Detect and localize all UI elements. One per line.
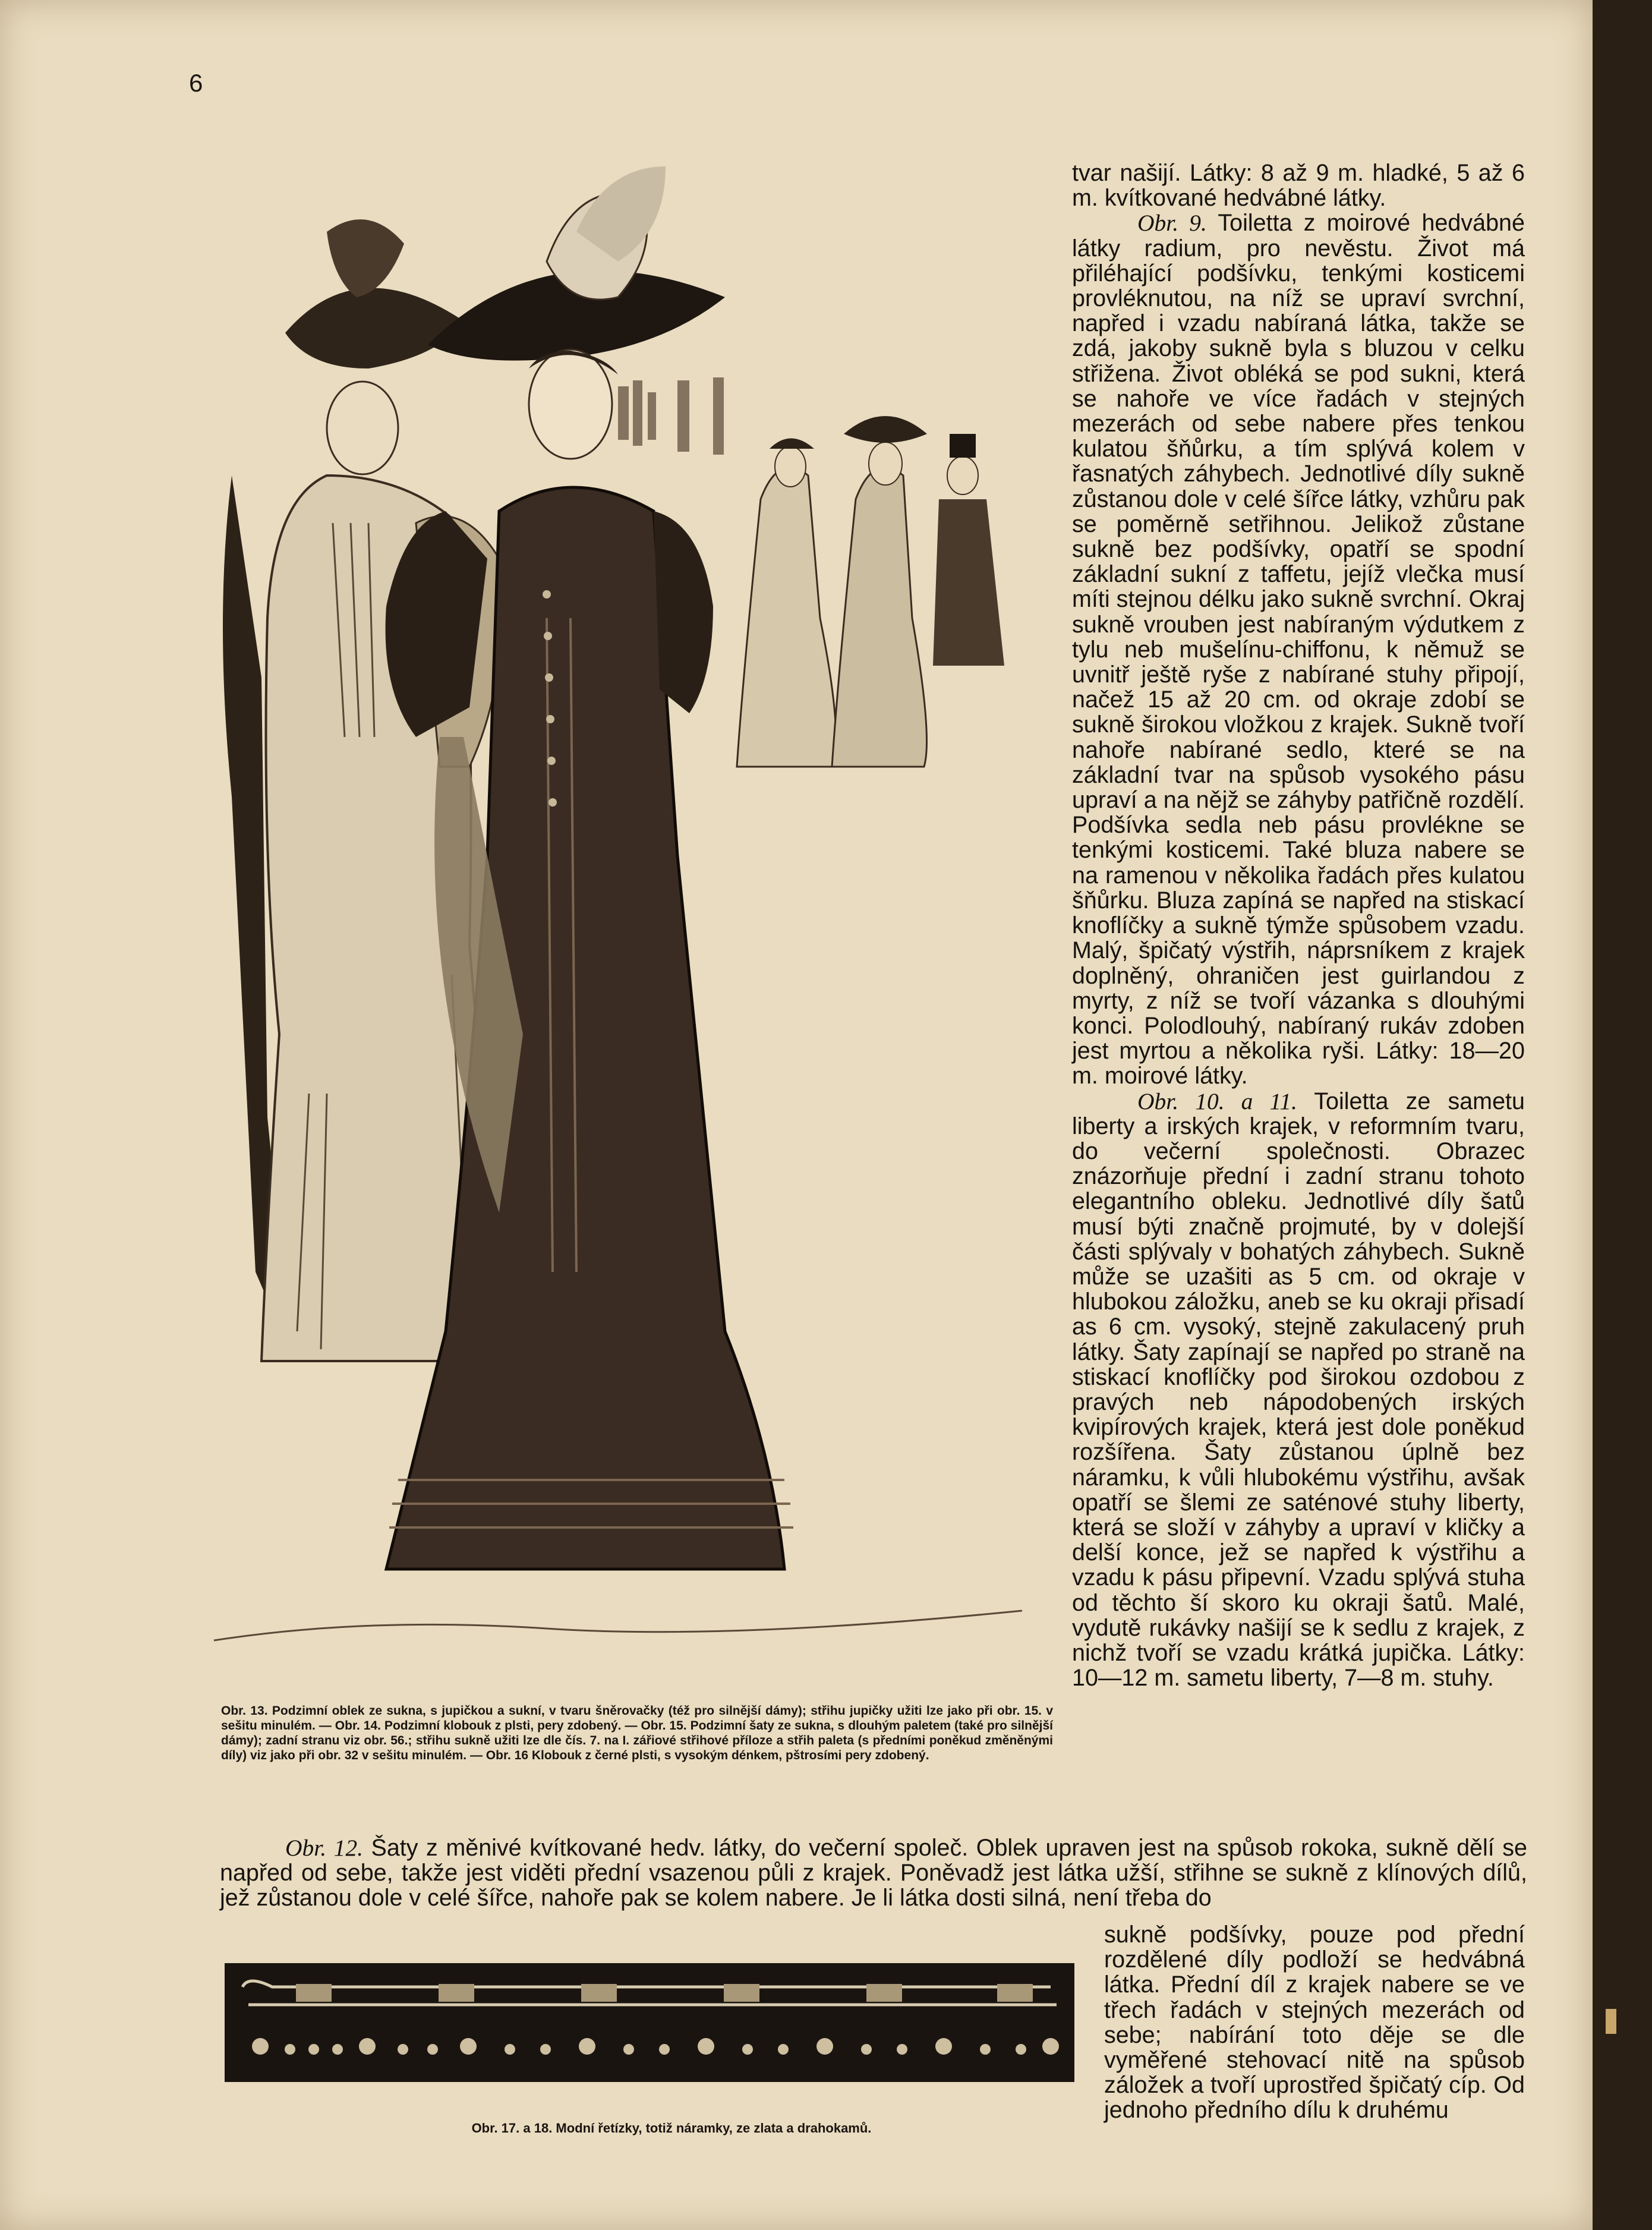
figure-reference: Obr. 12. [285, 1835, 363, 1861]
paragraph-obr-12 [220, 1835, 1527, 1911]
fashion-illustration [190, 143, 1070, 1700]
book-spine-strip [1593, 0, 1652, 2230]
paragraph-continued [1072, 160, 1525, 210]
paragraph-obr-9 [1072, 210, 1525, 1088]
figure-reference: Obr. 9. [1137, 210, 1207, 237]
jewelry-caption: Obr. 17. a 18. Modní řetízky, totiž náramky, ze zlata a drahokamů. [471, 2121, 872, 2135]
jewelry-illustration [225, 1963, 1074, 2082]
paragraph-text: tvar našijí. Látky: 8 až 9 m. hladké, 5 až 6 m. kvítkované hedvábné látky. [1072, 160, 1525, 212]
paragraph-text: Toiletta ze sametu liberty a irských krajek, v reformním tvaru, do večerní společnosti. Obrazec znázorňuje přední i zadní stranu tohoto elegantního obleku. Jednotlivé díly šatů musí býti značně projmuté, by v dolejší části splývaly v bohatých záhybech. Sukně může se uzašiti as 5 cm. od okraje v hlubokou záložku, aneb se ku okraji přisadí as 6 cm. vysoký, stejně zakulacený pruh látky. Šaty zapínají se napřed po straně na stiskací knoflíčky pod širokou ozdobou z pravých neb nápodobených irských kvipírových krajek, která jest dole poněkud rozšířena. Šaty zůstanou úplně bez náramku, k vůli hlubokému výstřihu, avšak opatří se šlemi ze saténové stuhy liberty, která se složí v záhyby a upraví v kličky a delší konce, jež se napřed k výstřihu a vzadu k pásu připevní. Vzadu splývá stuha od těchto ší skoro ku okraji šatů. Malé, vydutě rukávky našijí se k sedlu z krajek, z nichž tvoří se vzadu krátká jupička. Látky: 10—12 m. sametu liberty, 7—8 m. stuhy. [1072, 1088, 1525, 1692]
paragraph-text: Toiletta z moirové hedvábné látky radium, pro nevěstu. Život má přiléhající podšívku, tenkými kosticemi provléknutou, na níž se upraví svrchní, napřed i vzadu nabíraná látka, takže se zdá, jakoby sukně byla s bluzou v celku střižena. Život obléká se pod sukni, která se nahoře ve více řadách v stejných mezerách od sebe nabere přes tenkou kulatou šňůrku, a tím splývá kolem v řasnatých záhybech. Jednotlivé díly sukně zůstanou dole v celé šířce látky, vzhůru pak se poměrně setřihnou. Jelikož zůstane sukně bez podšívky, opatří se spodní základní sukní z taffetu, jejíž vlečka musí míti stejnou délku jako sukně svrchní. Okraj sukně vrouben jest nabíraným výdutkem z tylu neb mušelínu-chiffonu, k němuž se uvnitř ještě ryše z nabírané stuhy připojí, načež 15 až 20 cm. od okraje zdobí se sukně širokou vložkou z krajek. Sukně tvoří nahoře nabírané sedlo, které se na základní tvar na spůsob vysokého pásu upraví a na nějž se záhyby patřičně rozdělí. Podšívka sedla neb pásu provlékne se tenkými kosticemi. Také bluza nabere se na ramenou v několika řadách přes kulatou šňůrku. Bluza zapíná se napřed na stiskací knoflíčky a sukně týmže spůsobem vzadu. Malý, špičatý výstřih, náprsníkem z krajek doplněný, ohraničen jest guirlandou z myrty, z níž se tvoří vázanka s dlouhými konci. Polodlouhý, nabíraný rukáv zdoben jest myrtou a několika ryši. Látky: 18—20 m. moirové látky. [1072, 210, 1525, 1089]
article-column-right [1072, 160, 1525, 1690]
figure-reference: Obr. 10. a 11. [1137, 1088, 1297, 1114]
paragraph-text: sukně podšívky, pouze pod přední rozdělené díly podloží se hedvábná látka. Přední díl z krajek nabere se ve třech řadách v stejných mezerách od sebe; nabírání toto děje se dle vyměřené stehovací nitě na spůsob záložek a tvoří uprostřed špičatý cíp. Od jednoho předního dílu k druhému [1104, 1922, 1525, 2124]
figure-caption: Obr. 13. Podzimní oblek ze sukna, s jupičkou a sukní, v tvaru šněrovačky (též pro silnější dámy); střihu jupičky užiti lze jako při obr. 15. v sešitu minulém. — Obr. 14. Podzimní klobouk z plsti, pery zdobený. — Obr. 15. Podzimní šaty ze sukna, s dlouhým paletem (také pro silnější dámy); zadní stranu viz obr. 56.; střihu sukně užiti lze dle čís. 7. na I. zářiové střihové příloze a střih paleta (s předními poněkud změněnými díly) viz jako při obr. 32 v sešitu minulém. — Obr. 16 Klobouk z černé plsti, s vysokým dénkem, pštrosími pery zdobený. [221, 1704, 1053, 1762]
paragraph-obr-10-11 [1072, 1089, 1525, 1691]
page-number: 6 [189, 69, 203, 97]
article-column-bottom [1104, 1922, 1525, 2123]
background-figures [737, 416, 1004, 767]
central-lady [386, 166, 793, 1569]
paragraph-text: Šaty z měnivé kvítkované hedv. látky, do večerní společ. Oblek upraven jest na spůsob rokoka, sukně dělí se napřed od sebe, takže jest viděti přední vsazenou půli z krajek. Poněvadž jest látka užší, střihne se sukně z klínových dílů, jež zůstanou dole v celé šířce, nahoře pak se kolem nabere. Je li látka dosti silná, není třeba do [220, 1835, 1527, 1911]
page-marker-tab [1606, 2009, 1616, 2034]
